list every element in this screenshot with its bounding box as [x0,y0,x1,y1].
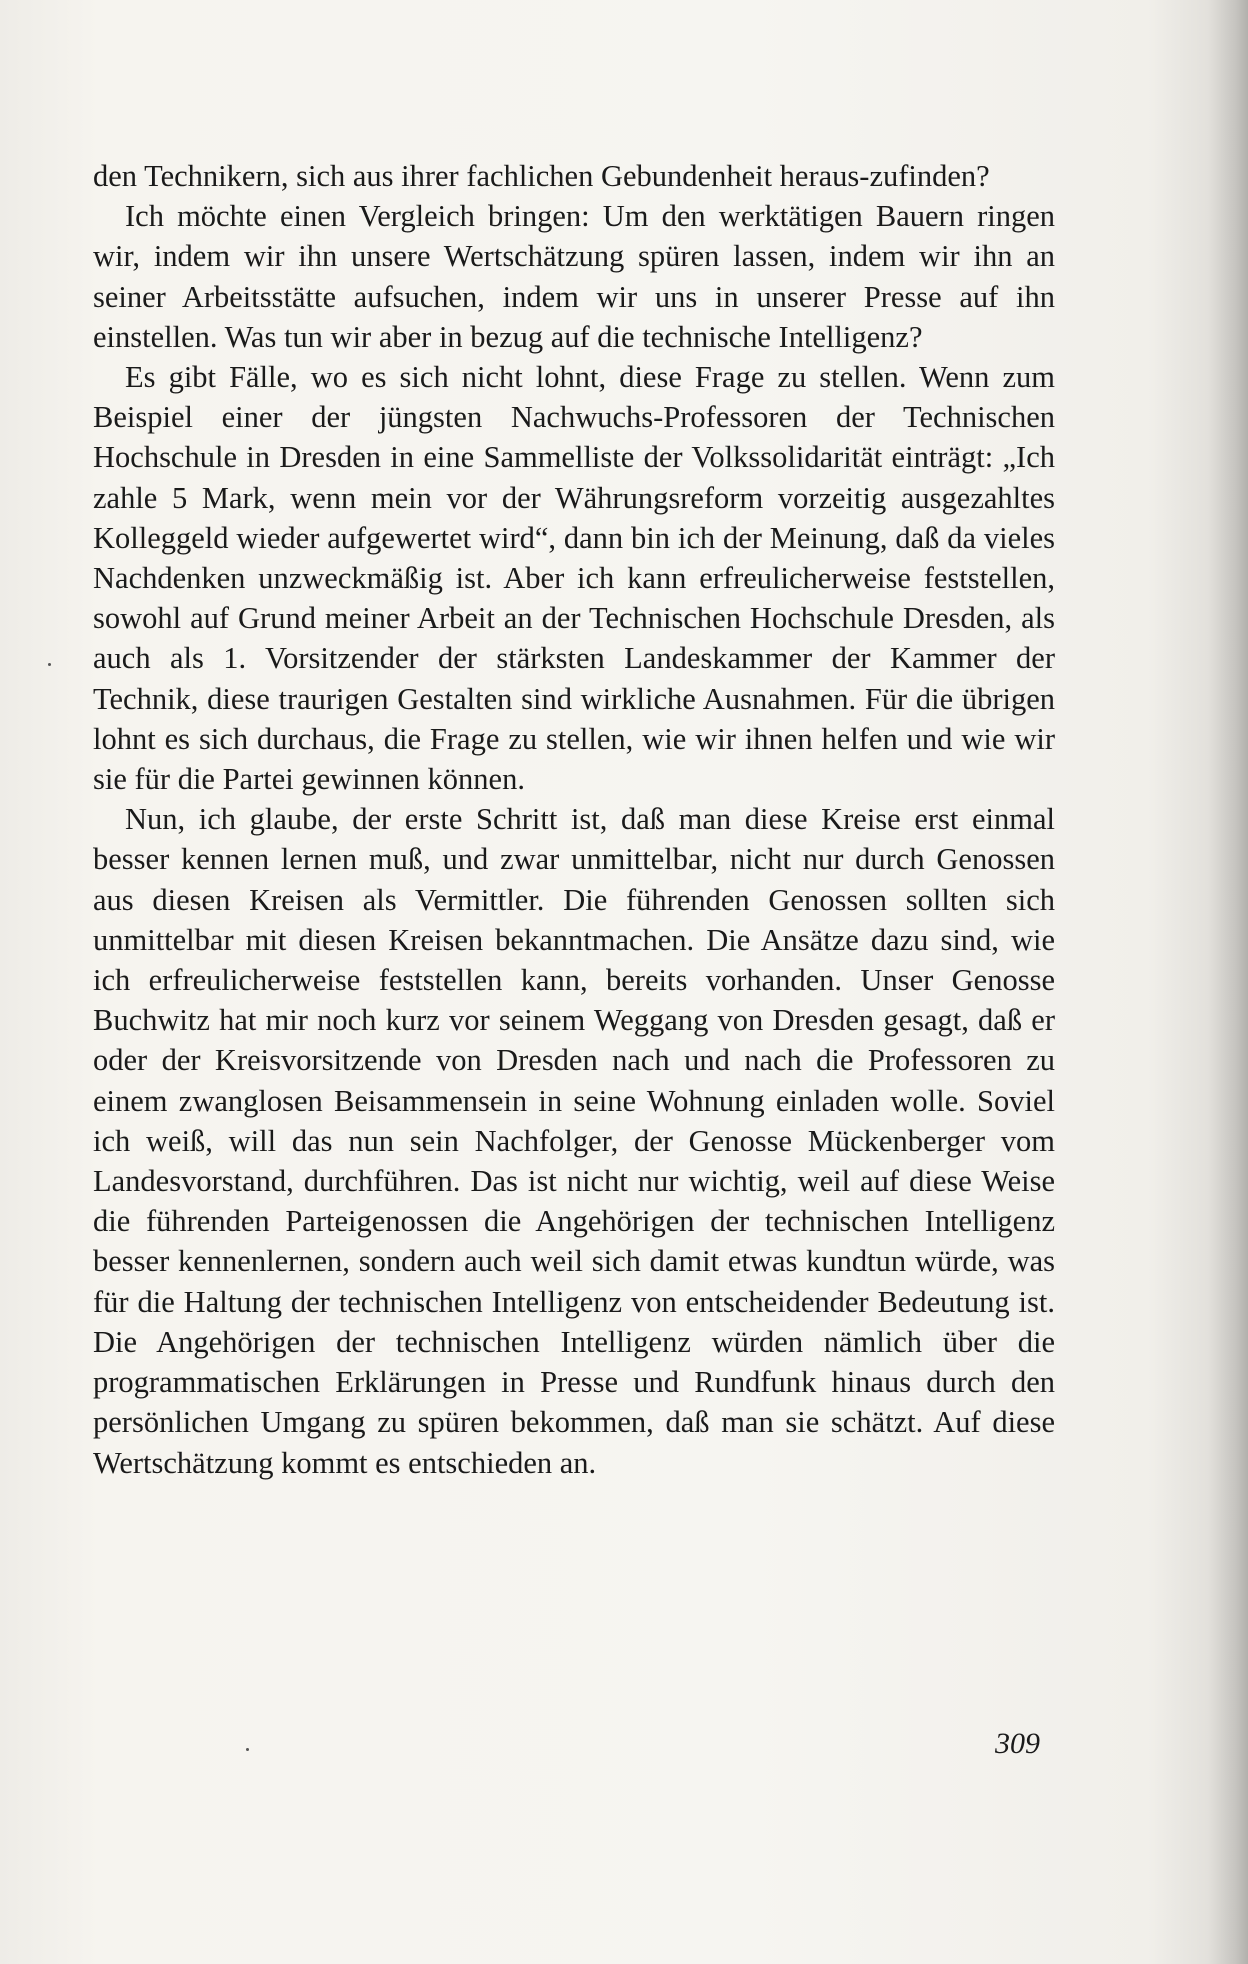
paragraph: Es gibt Fälle, wo es sich nicht lohnt, diese Frage zu stellen. Wenn zum Beispiel einer der jüngsten Nachwuchs-Professoren der Technischen Hochschule in Dresden in eine Sammelliste der Volkssolidarität einträgt: „Ich zahle 5 Mark, wenn mein vor der Währungsreform vorzeitig ausgezahltes Kolleggeld wieder aufgewertet wird“, dann bin ich der Meinung, daß da vieles Nachdenken unzweckmäßig ist. Aber ich kann erfreulicherweise feststellen, sowohl auf Grund meiner Arbeit an der Technischen Hochschule Dresden, als auch als 1. Vorsitzender der stärksten Landeskammer der Kammer der Technik, diese traurigen Gestalten sind wirkliche Ausnahmen. Für die übrigen lohnt es sich durchaus, die Frage zu stellen, wie wir ihnen helfen und wie wir sie für die Partei gewinnen können. [93,360,1055,797]
body-text [93,156,1055,1483]
scan-speck [48,663,51,666]
paragraph: Ich möchte einen Vergleich bringen: Um den werktätigen Bauern ringen wir, indem wir ihn unsere Wertschätzung spüren lassen, indem wir ihn an seiner Arbeitsstätte aufsuchen, indem wir uns in unserer Presse auf ihn einstellen. Was tun wir aber in bezug auf die technische Intelligenz? [93,199,1055,354]
page-number: 309 [995,1727,1040,1760]
paragraph: den Technikern, sich aus ihrer fachlichen Gebundenheit heraus-zufinden? [93,159,990,193]
page-edge-shadow [1208,0,1248,1964]
scan-speck [246,1748,249,1751]
paragraph: Nun, ich glaube, der erste Schritt ist, daß man diese Kreise erst einmal besser kennen lernen muß, und zwar unmittelbar, nicht nur durch Genossen aus diesen Kreisen als Vermittler. Die führenden Genossen sollten sich unmittelbar mit diesen Kreisen bekanntmachen. Die Ansätze dazu sind, wie ich erfreulicherweise feststellen kann, bereits vorhanden. Unser Genosse Buchwitz hat mir noch kurz vor seinem Weggang von Dresden gesagt, daß er oder der Kreisvorsitzende von Dresden nach und nach die Professoren zu einem zwanglosen Beisammensein in seine Wohnung einladen wolle. Soviel ich weiß, will das nun sein Nachfolger, der Genosse Mückenberger vom Landesvorstand, durchführen. Das ist nicht nur wichtig, weil auf diese Weise die führenden Parteigenossen die Angehörigen der technischen Intelligenz besser kennenlernen, sondern auch weil sich damit etwas kundtun würde, was für die Haltung der technischen Intelligenz von entscheidender Bedeutung ist. Die Angehörigen der technischen Intelligenz würden nämlich über die programmatischen Erklärungen in Presse und Rundfunk hinaus durch den persönlichen Umgang zu spüren bekommen, daß man sie schätzt. Auf diese Wertschätzung kommt es entschieden an. [93,802,1055,1480]
